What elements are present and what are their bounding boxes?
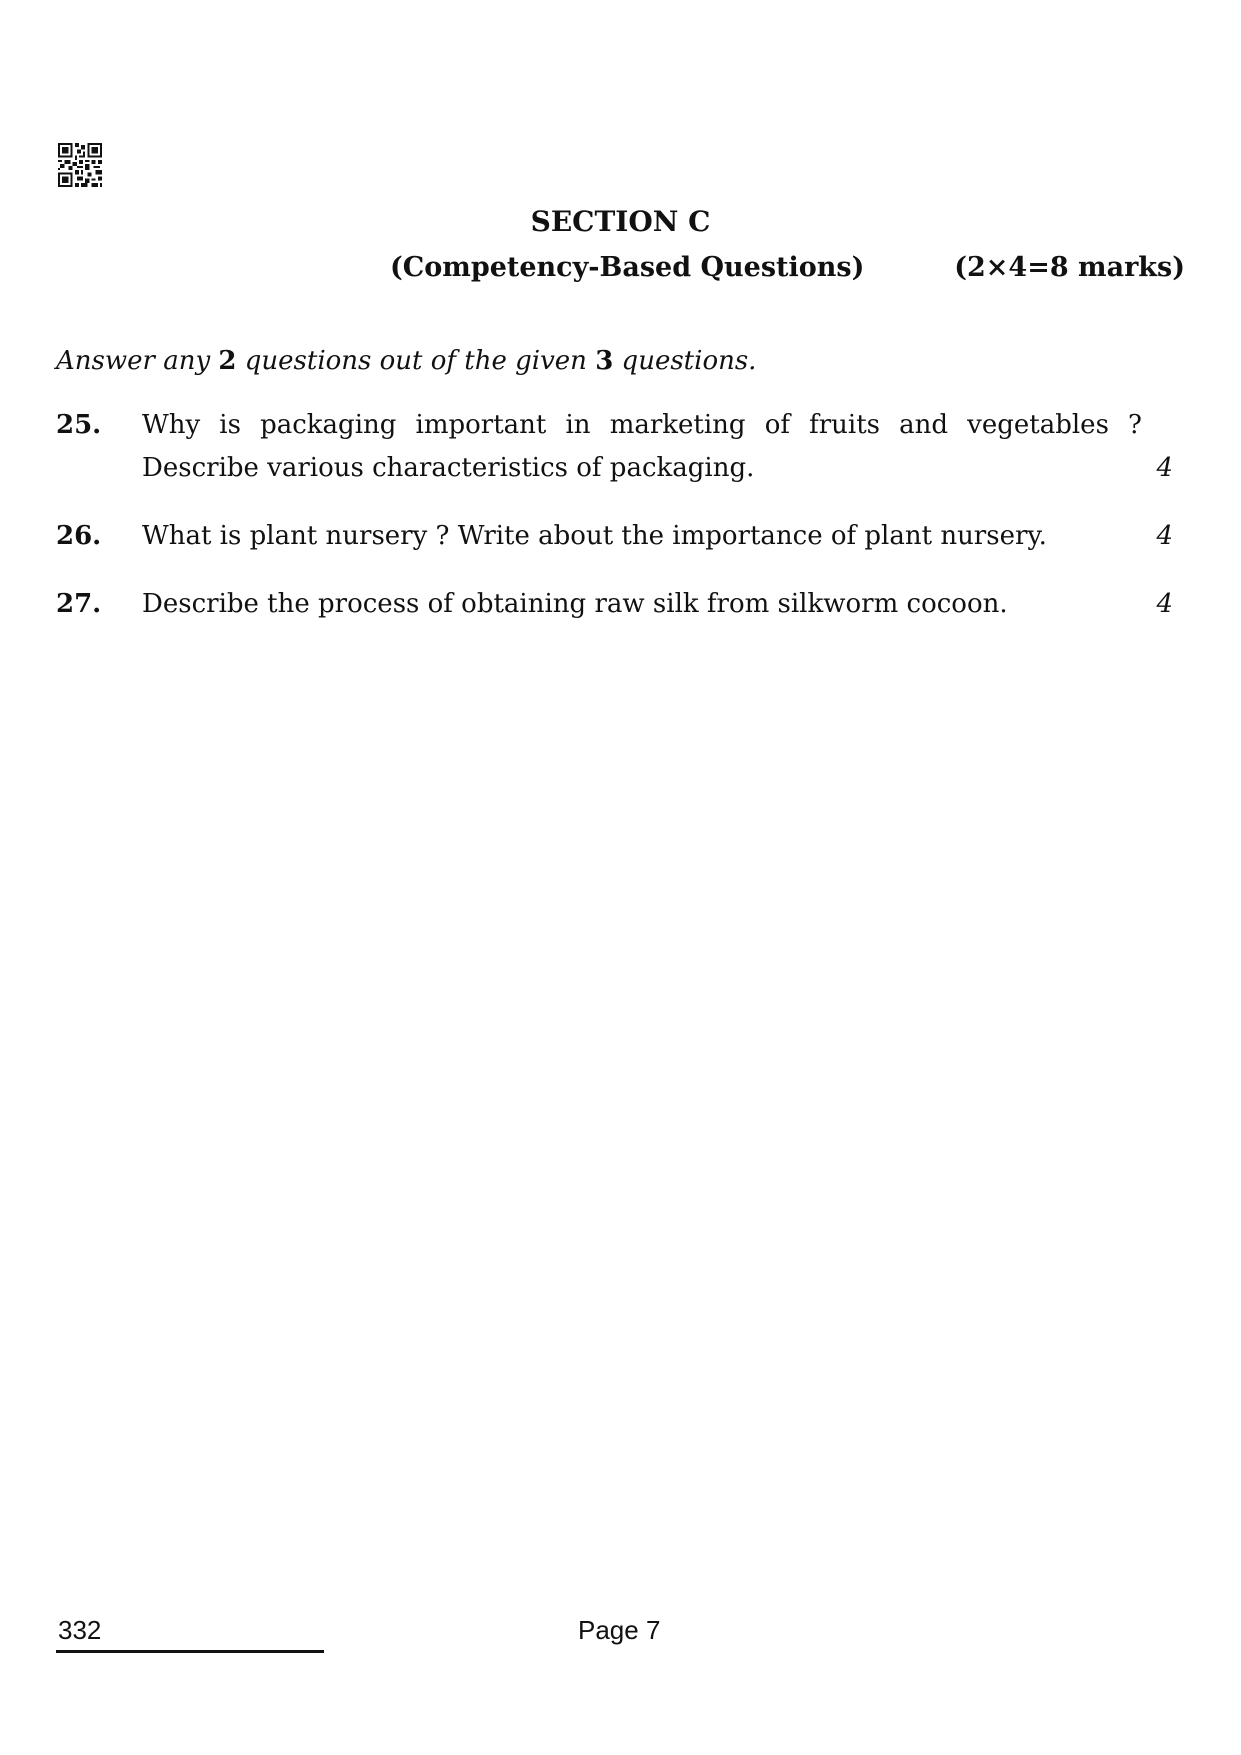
instruction-text: Answer any: [56, 346, 219, 376]
instruction-text: questions out of the given: [236, 346, 596, 376]
paper-code: 332: [58, 1615, 102, 1645]
question-item: [56, 583, 1185, 626]
question-text: [142, 404, 1142, 490]
question-number: 25.: [56, 410, 102, 440]
question-line: What is plant nursery ? Write about the importance of plant nursery.: [142, 521, 1047, 551]
question-marks: 4: [1156, 589, 1173, 619]
section-title: SECTION C: [530, 205, 711, 238]
question-item: [56, 404, 1185, 490]
question-item: [56, 515, 1185, 558]
question-text: [142, 583, 1142, 626]
question-line: Describe various characteristics of packaging.: [142, 453, 755, 483]
instruction: [56, 343, 756, 379]
instruction-number: 3: [595, 346, 614, 376]
question-line: Describe the process of obtaining raw silk from silkworm cocoon.: [142, 589, 1008, 619]
question-line: Why is packaging important in marketing of fruits and vegetables ?: [142, 410, 1142, 440]
instruction-number: 2: [218, 346, 237, 376]
question-number: 26.: [56, 521, 102, 551]
page-number: Page 7: [578, 1615, 661, 1645]
section-subtitle: (Competency-Based Questions): [390, 252, 865, 283]
question-number: 27.: [56, 589, 102, 619]
question-marks: 4: [1156, 521, 1173, 551]
instruction-text: questions.: [613, 346, 757, 376]
qr-code-icon: [58, 143, 102, 187]
section-marks: (2×4=8 marks): [954, 252, 1185, 283]
question-marks: 4: [1156, 453, 1173, 483]
question-text: [142, 515, 1142, 558]
footer-divider: [56, 1650, 324, 1653]
